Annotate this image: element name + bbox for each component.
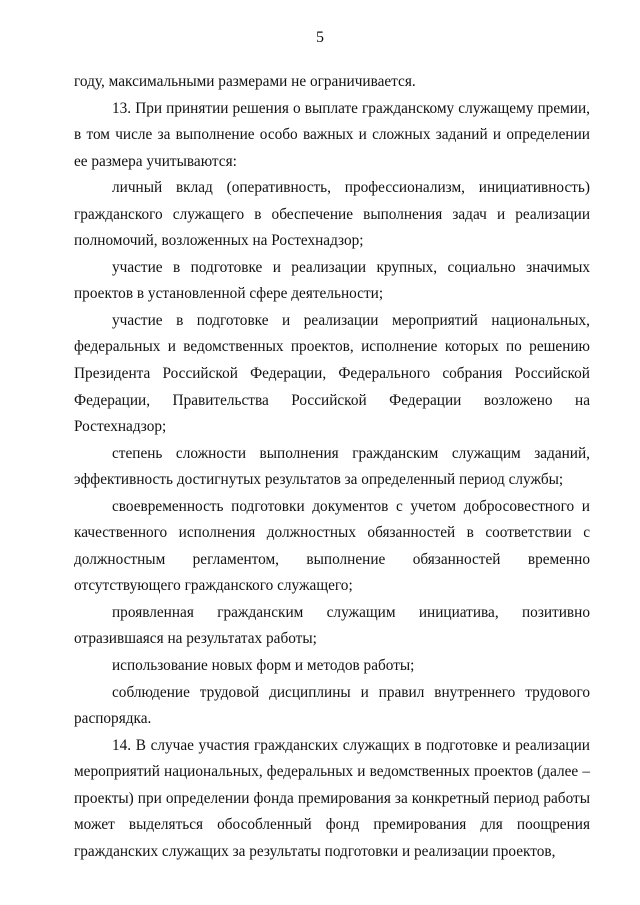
paragraph-discipline: соблюдение трудовой дисциплины и правил внутреннего трудового распорядка.: [74, 683, 590, 728]
paragraph-task-complexity: степень сложности выполнения гражданским служащим заданий, эффективность достигнутых результатов за определенный период службы;: [74, 444, 590, 489]
paragraph-timeliness: своевременность подготовки документов с учетом добросовестного и качественного исполнения должностных обязанностей в соответствии с должностным регламентом, выполнение обязанностей временно отсутствующего гражданского служащего;: [74, 497, 590, 595]
paragraph-new-methods: использование новых форм и методов работы;: [112, 657, 415, 675]
paragraph-item-14: 14. В случае участия гражданских служащих в подготовке и реализации мероприятий национальных, федеральных и ведомственных проектов (далее – проекты) при определении фонда премирования за конкретный период работы может выделяться обособленный фонд премирования для поощрения гражданских служащих за результаты подготовки и реализации проектов,: [74, 736, 590, 860]
paragraph-initiative: проявленная гражданским служащим инициатива, позитивно отразившаяся на результатах работы;: [74, 603, 590, 648]
document-body: [74, 69, 590, 865]
paragraph-major-projects: участие в подготовке и реализации крупных, социально значимых проектов в установленной сфере деятельности;: [74, 258, 590, 303]
paragraph-item-13: 13. При принятии решения о выплате гражданскому служащему премии, в том числе за выполнение особо важных и сложных заданий и определении ее размера учитываются:: [74, 99, 590, 170]
paragraph-continuation: году, максимальными размерами не ограничивается.: [74, 73, 416, 90]
page-number: 5: [316, 29, 324, 46]
paragraph-national-projects: участие в подготовке и реализации мероприятий национальных, федеральных и ведомственных проектов, исполнение которых по решению Президента Российской Федерации, Федерального собрания Российской Федерации, Правительства Российской Федерации возложено на Ростехнадзор;: [74, 311, 590, 436]
paragraph-personal-contribution: личный вклад (оперативность, профессионализм, инициативность) гражданского служащего в обеспечение выполнения задач и реализации полномочий, возложенных на Ростехнадзор;: [74, 179, 590, 250]
